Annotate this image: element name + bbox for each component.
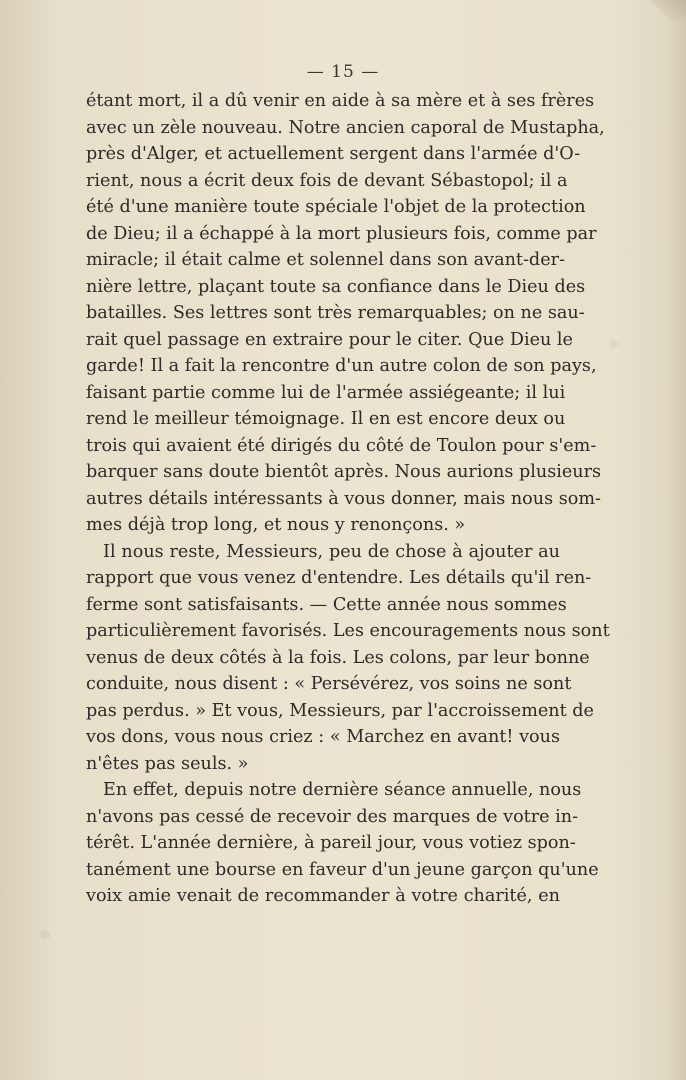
- text-line: garde! Il a fait la rencontre d'un autre colon de son pays,: [86, 356, 597, 376]
- text-line: rient, nous a écrit deux fois de devant Sébastopol; il a: [86, 170, 568, 191]
- text-line: faisant partie comme lui de l'armée assiégeante; il lui: [86, 382, 566, 403]
- body-text: [86, 88, 610, 910]
- text-line: batailles. Ses lettres sont très remarquables; on ne sau-: [86, 303, 585, 323]
- text-line: près d'Alger, et actuellement sergent dans l'armée d'O-: [86, 144, 581, 164]
- text-line: ferme sont satisfaisants. — Cette année nous sommes: [86, 594, 567, 615]
- text-line: été d'une manière toute spéciale l'objet de la protection: [86, 197, 586, 217]
- text-line: étant mort, il a dû venir en aide à sa mère et à ses frères: [86, 91, 595, 111]
- text-line: vos dons, vous nous criez : « Marchez en avant! vous: [86, 727, 560, 747]
- page-corner-fold: [648, 0, 686, 22]
- text-line: venus de deux côtés à la fois. Les colons, par leur bonne: [86, 647, 590, 668]
- text-line: autres détails intéressants à vous donner, mais nous som-: [86, 488, 601, 509]
- text-line: avec un zèle nouveau. Notre ancien caporal de Mustapha,: [86, 117, 605, 138]
- text-line: trois qui avaient été dirigés du côté de Toulon pour s'em-: [86, 435, 597, 456]
- text-line: Il nous reste, Messieurs, peu de chose à ajouter au: [103, 541, 560, 562]
- text-line: En effet, depuis notre dernière séance annuelle, nous: [103, 780, 582, 800]
- text-line: térêt. L'année dernière, à pareil jour, vous votiez spon-: [86, 833, 576, 853]
- text-line: n'avons pas cessé de recevoir des marques de votre in-: [86, 806, 579, 827]
- paper-stain: [610, 340, 618, 348]
- text-line: rait quel passage en extraire pour le citer. Que Dieu le: [86, 329, 573, 350]
- text-line: mes déjà trop long, et nous y renonçons. »: [86, 515, 466, 535]
- text-line: de Dieu; il a échappé à la mort plusieurs fois, comme par: [86, 223, 597, 244]
- text-line: conduite, nous disent : « Persévérez, vos soins ne sont: [86, 674, 572, 694]
- text-line: particulièrement favorisés. Les encouragements nous sont: [86, 621, 610, 641]
- text-line: pas perdus. » Et vous, Messieurs, par l'accroissement de: [86, 700, 594, 721]
- page-edge-shadow: [670, 0, 686, 1080]
- text-line: miracle; il était calme et solennel dans son avant-der-: [86, 250, 565, 270]
- text-line: nière lettre, plaçant toute sa confiance dans le Dieu des: [86, 276, 586, 297]
- text-line: barquer sans doute bientôt après. Nous aurions plusieurs: [86, 462, 602, 482]
- text-line: tanément une bourse en faveur d'un jeune garçon qu'une: [86, 859, 599, 880]
- text-line: rapport que vous venez d'entendre. Les détails qu'il ren-: [86, 568, 592, 588]
- page-number: — 15 —: [306, 62, 380, 82]
- text-line: voix amie venait de recommander à votre charité, en: [86, 886, 560, 906]
- text-line: rend le meilleur témoignage. Il en est encore deux ou: [86, 409, 566, 429]
- text-line: n'êtes pas seuls. »: [86, 753, 249, 774]
- paper-stain: [40, 930, 50, 940]
